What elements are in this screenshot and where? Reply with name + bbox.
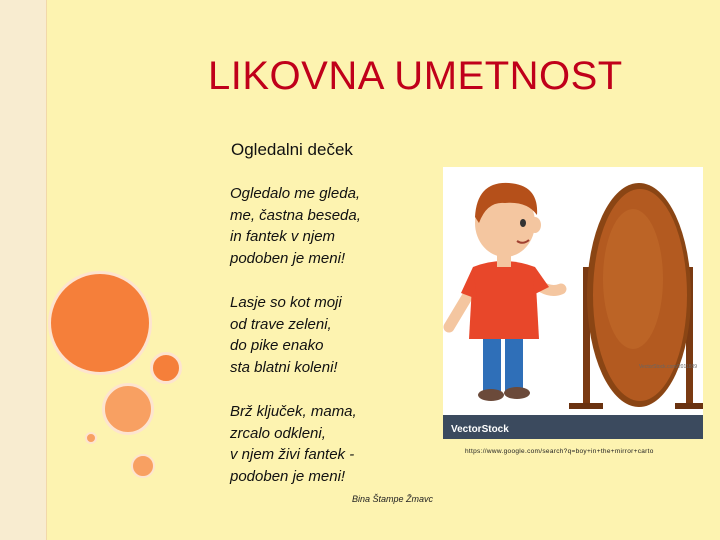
- poem-line: podoben je meni!: [230, 249, 346, 267]
- poem-line: zrcalo odkleni,: [230, 424, 326, 442]
- poem-author: Bina Štampe Žmavc: [352, 494, 434, 504]
- poem-line: od trave zeleni,: [230, 315, 332, 333]
- decorative-circle-small: [131, 454, 155, 478]
- poem-line: Lasje so kot moji: [230, 294, 342, 311]
- decorative-circle-tiny: [85, 432, 97, 444]
- left-decorative-band: [0, 0, 46, 540]
- slide-title: LIKOVNA UMETNOST: [208, 54, 623, 98]
- poem-line: me, častna beseda,: [230, 206, 361, 224]
- poem-line: sta blatni koleni!: [230, 358, 338, 376]
- poem-stanza-1: [230, 183, 361, 269]
- poem-stanza-3: [230, 401, 357, 487]
- boy-looking-in-mirror-icon: [443, 167, 703, 439]
- watermark-image-id: VectorStock.com/2011889: [639, 364, 697, 370]
- poem-title: Ogledalni deček: [231, 140, 353, 159]
- poem-line: do pike enako: [230, 337, 324, 354]
- decorative-circle-small: [150, 352, 182, 384]
- poem-line: podoben je meni!: [230, 467, 346, 485]
- poem-line: Ogledalo me gleda,: [230, 185, 361, 202]
- boy-mirror-illustration: [443, 167, 703, 439]
- poem-line: Brž ključek, mama,: [230, 403, 357, 420]
- watermark-brand: VectorStock: [451, 424, 509, 435]
- left-divider-line: [46, 0, 47, 540]
- decorative-circle-medium: [102, 383, 154, 435]
- poem-line: v njem živi fantek -: [230, 446, 355, 463]
- decorative-circle-large: [48, 271, 152, 375]
- image-source-url: https://www.google.com/search?q=boy+in+the+mirror+carto: [465, 448, 654, 455]
- poem-stanza-2: [230, 292, 342, 378]
- watermark-bar: [443, 415, 703, 439]
- poem-line: in fantek v njem: [230, 228, 336, 245]
